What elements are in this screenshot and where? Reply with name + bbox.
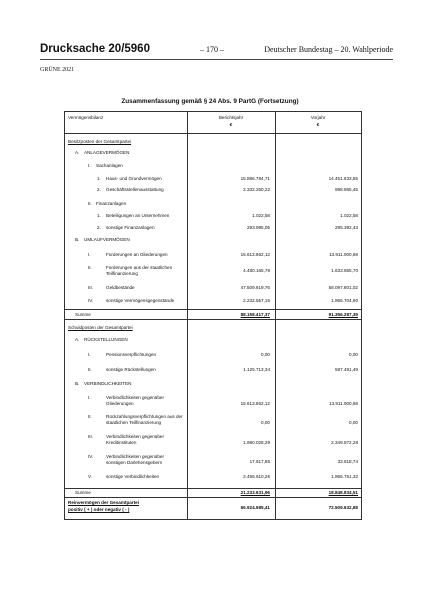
row-number: A. [75, 150, 80, 155]
table-title: Zusammenfassung gemäß § 24 Abs. 9 PartG (Fortsetzung) [121, 98, 299, 105]
rule-after-summe [65, 319, 361, 320]
row-number: II. [88, 265, 92, 270]
value-previous: 587.491,49 [335, 367, 358, 372]
row-label: Beteiligungen an Unternehmen [106, 213, 170, 218]
section-heading: Besitzposten der Gesamtpartei [68, 139, 132, 144]
page-number: – 170 – [200, 45, 224, 54]
row-number: IV. [88, 454, 94, 459]
row-number: I. [88, 352, 91, 357]
row-label: RÜCKSTELLUNGEN [84, 337, 128, 342]
row-label: Sachanlagen [96, 163, 123, 168]
row-number: 2. [97, 187, 101, 192]
row-label: UMLAUFVERMÖGEN [84, 237, 130, 242]
row-number: V. [88, 474, 92, 479]
total-previous: 18.848.834,51 [328, 490, 358, 495]
column-header-previous: Vorjahr [310, 115, 326, 120]
value-previous: 1.965.751,32 [331, 474, 358, 479]
value-previous: 998.865,45 [335, 187, 358, 192]
row-number: I. [88, 395, 91, 400]
row-number: II. [88, 367, 92, 372]
page-header [40, 43, 393, 57]
row-label: Verbindlichkeiten gegenüber [106, 395, 164, 400]
header-row-rule [65, 133, 361, 134]
row-label: Rückzahlungsverpflichtungen aus der [106, 414, 183, 419]
value-current: 1.980.028,29 [243, 440, 270, 445]
row-label-line2: sonstigen Darlehensgebern [106, 460, 163, 465]
value-previous: 58.097.801,02 [328, 285, 358, 290]
value-current: 2.232.557,15 [243, 298, 270, 303]
net-assets-previous: 72.509.632,88 [328, 505, 358, 510]
row-number: I. [88, 252, 91, 257]
row-number: 2. [97, 225, 101, 230]
total-current: 21.233.631,96 [240, 490, 270, 495]
publisher-name: Deutscher Bundestag – 20. Wahlperiode [264, 45, 393, 54]
row-number: III. [88, 285, 94, 290]
row-label: Verbindlichkeiten gegenüber [106, 454, 164, 459]
party-year: GRÜNE 2021 [40, 67, 75, 73]
row-label: ANLAGEVERMÖGEN [84, 150, 130, 155]
value-previous: 33.818,74 [337, 459, 358, 464]
row-label-line2: Kreditinstituten [106, 440, 137, 445]
value-current: 17.617,85 [249, 459, 270, 464]
row-label-line2: Teilfinanzierung [106, 271, 138, 276]
value-previous: 1.633.855,70 [331, 268, 358, 273]
value-previous: 1.965.704,90 [331, 298, 358, 303]
value-current: 0,00 [261, 352, 270, 357]
row-label-line2: Gliederungen [106, 401, 134, 406]
balance-table [64, 111, 362, 520]
value-current: 15.613.662,12 [240, 252, 270, 257]
value-current: 47.509.919,76 [240, 285, 270, 290]
column-unit: € [229, 122, 233, 127]
value-current: 0,00 [261, 420, 270, 425]
row-number: A. [75, 337, 80, 342]
value-previous: 295.392,43 [335, 225, 358, 230]
rule-before-summe [65, 488, 361, 489]
row-label: VERBINDLICHKEITEN [84, 381, 132, 386]
value-current: 293.995,05 [247, 225, 270, 230]
rule-before-summe [65, 309, 361, 310]
row-label: sonstige Finanzanlagen [106, 225, 155, 230]
value-previous: 13.911.900,68 [328, 401, 358, 406]
rule-after-summe [65, 497, 361, 498]
row-number: B. [75, 237, 80, 242]
value-previous: 14.451.633,55 [328, 176, 358, 181]
value-previous: 13.911.900,68 [328, 252, 358, 257]
row-label: sonstige Verbindlichkeiten [106, 474, 160, 479]
value-previous: 0,00 [349, 420, 358, 425]
row-label: sonstige Vermögensgegenstände [106, 298, 175, 303]
section-heading: Schuldposten der Gesamtpartei [68, 325, 133, 330]
value-previous: 2.349.872,28 [331, 440, 358, 445]
row-number: I. [88, 163, 91, 168]
value-current: 1.022,58 [252, 213, 270, 218]
net-assets-label: Reinvermögen der Gesamtpartei [68, 500, 139, 505]
value-previous: 1.022,58 [340, 213, 358, 218]
total-previous: 91.356.287,39 [328, 312, 358, 317]
row-number: 1. [97, 176, 101, 181]
row-number: III. [88, 434, 94, 439]
net-assets-label-line2: positiv ( + ) oder negativ ( - ) [68, 507, 130, 512]
value-current: 1.125.713,34 [243, 367, 270, 372]
column-header-current: Berichtsjahr [218, 115, 244, 120]
value-current: 2.332.260,22 [243, 187, 270, 192]
row-label: Verbindlichkeiten gegenüber [106, 434, 164, 439]
row-label: Summe [75, 312, 91, 317]
column-unit: € [316, 122, 320, 127]
document-number: Drucksache 20/5960 [40, 43, 150, 55]
row-number: IV. [88, 298, 94, 303]
value-current: 15.613.662,12 [240, 401, 270, 406]
value-current: 4.480.165,78 [243, 268, 270, 273]
row-number: B. [75, 381, 80, 386]
value-current: 15.886.784,71 [240, 176, 270, 181]
row-label: Forderungen an Gliederungen [106, 252, 168, 257]
row-label: Summe [75, 490, 91, 495]
row-label: Geldbestände [106, 285, 135, 290]
row-label: Finanzanlagen [96, 201, 127, 206]
row-number: 1. [97, 213, 101, 218]
row-label-line2: staatlichen Teilfinanzierung [106, 420, 162, 425]
row-label: Pensionsverpflichtungen [106, 352, 157, 357]
row-label: Forderungen aus der staatlichen [106, 265, 173, 270]
header-rule [40, 59, 393, 60]
value-current: 2.496.610,26 [243, 474, 270, 479]
row-label: Geschäftsstellenausstattung [106, 187, 164, 192]
row-number: II. [88, 201, 92, 206]
value-previous: 0,00 [349, 352, 358, 357]
column-header-label: Vermögensbilanz [68, 115, 104, 120]
total-current: 88.158.417,37 [240, 312, 270, 317]
row-label: sonstige Rückstellungen [106, 367, 156, 372]
row-label: Haus- und Grundvermögen [106, 176, 162, 181]
row-number: II. [88, 414, 92, 419]
net-assets-current: 66.924.585,41 [240, 505, 270, 510]
